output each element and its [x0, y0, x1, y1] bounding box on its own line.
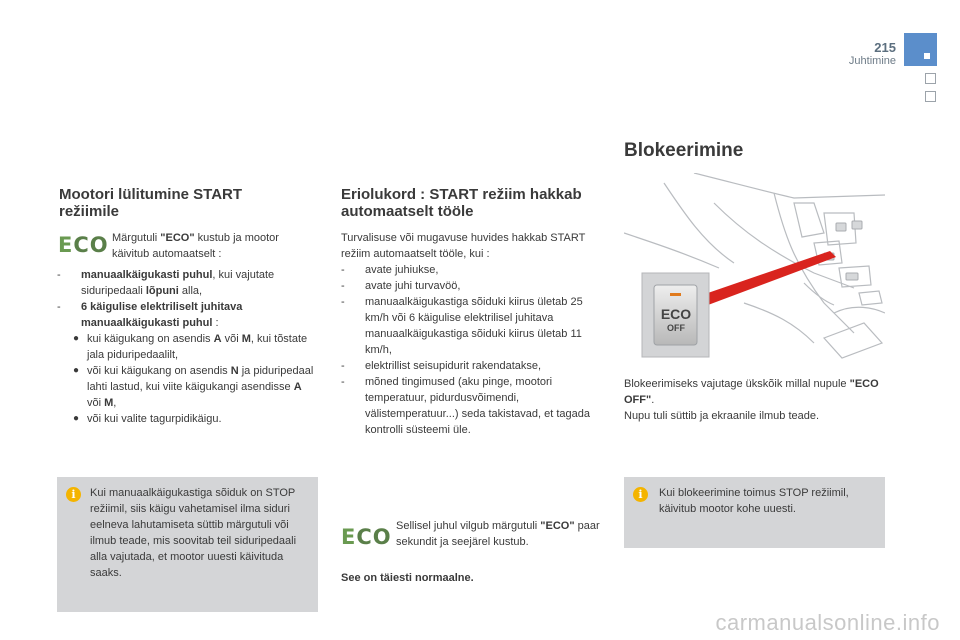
list-item: - mõned tingimused (aku pinge, mootori temperatuur, pidurdusvõimendi, välistemperatuur...) seda takistavad, et tagada kontrolli süsteemi üle.: [341, 376, 591, 436]
list-item: - 6 käigulise elektriliselt juhitava manuaalkäigukasti puhul :: [57, 301, 243, 329]
list-item: - avate juhi turvavöö,: [341, 280, 461, 292]
list-item: - manuaalkäigukasti puhul, kui vajutate siduripedaali lõpuni alla,: [57, 269, 275, 297]
normal-note: See on täiesti normaalne.: [341, 572, 474, 584]
info-text: Kui manuaalkäigukastiga sõiduk on STOP režiimil, siis käigu vahetamisel ilma siduri eelneva lahutamiseta süttib märgutuli või ilmub teade, mis soovitab teil siduripedaali alla vajutada, et mootor uuesti käivituda saaks.: [90, 487, 297, 579]
section-title-start-mode: Mootori lülitumine START režiimile: [59, 186, 243, 220]
auto-start-intro: Turvalisuse või mugavuse huvides hakkab START režiim automaatselt tööle, kui :: [341, 232, 586, 260]
info-icon: i: [66, 487, 81, 502]
start-conditions-list: [57, 267, 317, 427]
chapter-tab-2[interactable]: [925, 91, 936, 102]
eco-flash-text: Sellisel juhul vilgub märgutuli "ECO" paar sekundit ja seejärel kustub.: [396, 520, 600, 548]
sub-list-item: ● või kui valite tagurpidikäigu.: [73, 413, 222, 425]
eco-off-button-label: ECO: [660, 306, 692, 322]
chapter-tab-active[interactable]: [904, 33, 937, 66]
info-box-manual-gearbox: [57, 477, 318, 612]
section-title-auto-start: Eriolukord : START režiim hakkab automaatselt tööle: [341, 186, 582, 220]
sub-list-item: ● või kui käigukang on asendis N ja piduripedaal lahti lastud, kui viite käigukangi asendisse A või M,: [73, 365, 314, 409]
info-icon: i: [633, 487, 648, 502]
blocking-text: Blokeerimiseks vajutage ükskõik millal nupule "ECO OFF". Nupu tuli süttib ja ekraanile ilmub teade.: [624, 378, 879, 422]
info-box-blocking: [624, 477, 885, 548]
info-text: Kui blokeerimine toimus STOP režiimil, käivitub mootor kohe uuesti.: [659, 487, 849, 515]
page-number: 215: [874, 40, 896, 55]
dashboard-illustration: [624, 173, 885, 361]
eco-indicator-icon: ECO: [341, 525, 392, 549]
watermark: carmanualsonline.info: [715, 610, 940, 635]
list-item: - avate juhiukse,: [341, 264, 439, 276]
chapter-tab-1[interactable]: [925, 73, 936, 84]
list-item: - manuaalkäigukastiga sõiduki kiirus ületab 25 km/h või 6 käigulise elektrilisel juhitava manuaalkäigukastiga sõiduki kiirus ületab 11 km/h,: [341, 296, 583, 356]
eco-indicator-icon: ECO: [58, 233, 109, 257]
section-name: Juhtimine: [848, 55, 896, 67]
section-title-blocking: Blokeerimine: [624, 140, 744, 161]
eco-off-button-sublabel: OFF: [667, 323, 685, 333]
sub-list-item: ● kui käigukang on asendis A või M, kui tõstate jala piduripedaalilt,: [73, 333, 308, 361]
list-item: - elektrillist seisupidurit rakendatakse,: [341, 360, 542, 372]
tab-marker-icon: [924, 53, 930, 59]
eco-off-text: Märgutuli "ECO" kustub ja mootor käivitub automaatselt :: [112, 232, 279, 260]
auto-start-list: [341, 262, 603, 438]
